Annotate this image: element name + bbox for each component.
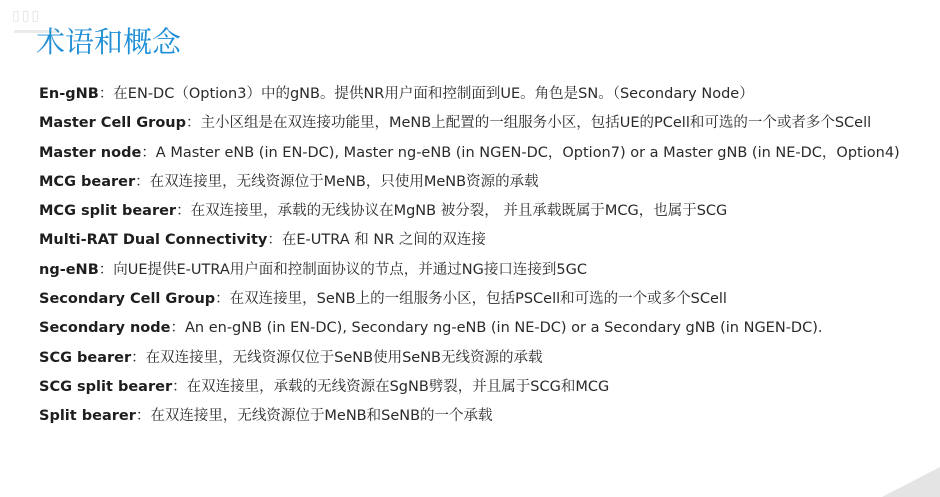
term-name: SCG split bearer [39, 378, 173, 395]
term-desc: ：向UE提供E-UTRA用户面和控制面协议的节点，并通过NG接口连接到5GC [98, 261, 587, 278]
watermark-text: ▯▯▯ [12, 8, 42, 24]
page-corner-decoration [882, 467, 940, 497]
term-item [39, 373, 924, 402]
term-desc: ：在双连接里，无线资源仅位于SeNB使用SeNB无线资源的承载 [131, 349, 543, 366]
term-item [39, 139, 924, 168]
term-item [39, 402, 924, 431]
term-name: Multi-RAT Dual Connectivity [39, 232, 268, 249]
term-item [39, 80, 924, 109]
term-item [39, 109, 924, 138]
term-desc: ：在双连接里，SeNB上的一组服务小区，包括PSCell和可选的一个或多个SCell [215, 291, 727, 308]
term-name: MCG split bearer [39, 203, 177, 220]
term-desc: ：主小区组是在双连接功能里，MeNB上配置的一组服务小区，包括UE的PCell和可选的一个或者多个SCell [186, 115, 872, 132]
term-item [39, 226, 924, 255]
term-desc: ：在双连接里，承载的无线协议在MgNB 被分裂， 并且承载既属于MCG，也属于SCG [176, 203, 728, 220]
term-item [39, 285, 924, 314]
term-desc: ：在EN-DC（Option3）中的gNB。提供NR用户面和控制面到UE。角色是SN。（Secondary Node） [98, 86, 754, 102]
term-desc: ：An en-gNB (in EN-DC), Secondary ng-eNB (in NE-DC) or a Secondary gNB (in NGEN-DC). [170, 320, 823, 337]
term-name: Split bearer [39, 408, 136, 425]
term-name: Master node [39, 144, 142, 161]
term-desc: ：在E-UTRA 和 NR 之间的双连接 [267, 232, 486, 249]
term-desc: ：在双连接里，无线资源位于MeNB，只使用MeNB资源的承载 [135, 173, 539, 190]
term-desc: ：在双连接里，承载的无线资源在SgNB劈裂，并且属于SCG和MCG [172, 378, 610, 395]
page-title: 术语和概念 [36, 25, 182, 59]
term-name: Master Cell Group [39, 115, 186, 132]
term-name: ng-eNB [39, 261, 99, 278]
term-item [39, 314, 924, 343]
term-name: En-gNB [39, 86, 99, 102]
term-item [39, 256, 924, 285]
term-name: Secondary Cell Group [39, 291, 216, 308]
term-item [39, 168, 924, 197]
term-list [39, 80, 924, 432]
term-item [39, 197, 924, 226]
term-name: SCG bearer [39, 349, 132, 366]
term-desc: ：A Master eNB (in EN-DC), Master ng-eNB (in NGEN-DC，Option7) or a Master gNB (in NE-DC，Option4) [141, 144, 900, 161]
term-item [39, 344, 924, 373]
term-name: MCG bearer [39, 173, 136, 190]
term-desc: ：在双连接里，无线资源位于MeNB和SeNB的一个承载 [135, 408, 493, 425]
term-name: Secondary node [39, 320, 171, 337]
